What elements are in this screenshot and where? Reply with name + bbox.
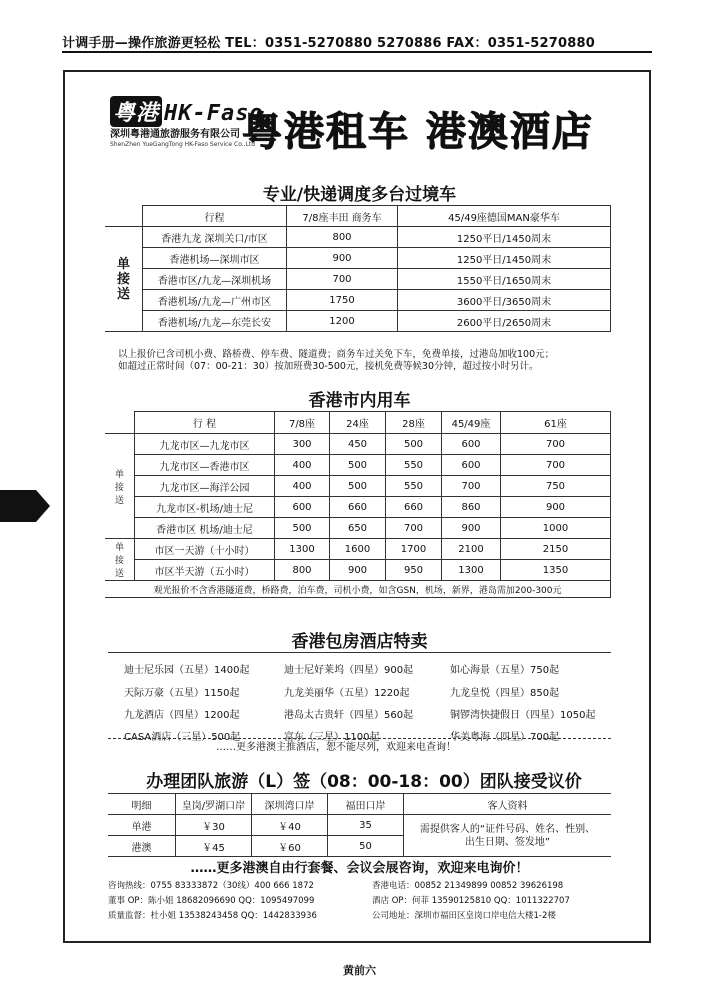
price-cell: 900 — [287, 248, 398, 269]
hotel-item: 富东（三星）1100起 — [284, 732, 380, 743]
route-cell: 香港市区/九龙—深圳机场 — [143, 269, 287, 290]
hotel-item: 九龙皇悦（四星）850起 — [450, 688, 560, 699]
price-cell: 1300 — [442, 560, 501, 581]
price-cell: 1700 — [386, 539, 442, 560]
price-cell: 900 — [442, 518, 501, 539]
price-cell: 800 — [275, 560, 330, 581]
page-title: 粤港租车 港澳酒店 — [242, 109, 594, 155]
contact-item: 香港电话：00852 21349899 00852 39626198 — [372, 881, 564, 891]
visa-table — [108, 793, 611, 857]
price-cell: 660 — [386, 497, 442, 518]
header-cell: 7/8座丰田 商务车 — [287, 206, 398, 227]
price-cell: 750 — [501, 476, 611, 497]
logo-company-en: ShenZhen YueGangTong HK-Faso Service Co.,Ltd — [110, 141, 256, 148]
price-cell: 500 — [330, 476, 386, 497]
contact-item: 公司地址：深圳市福田区皇岗口岸电信大楼1-2楼 — [372, 911, 556, 921]
visa-type-cell: 单港 — [108, 815, 176, 836]
price-cell: 500 — [330, 455, 386, 476]
price-cell: 600 — [275, 497, 330, 518]
group-label — [105, 434, 135, 539]
contact-item: 咨询热线：0755 83333872（30线）400 666 1872 — [108, 881, 314, 891]
table-row — [105, 497, 611, 518]
price-cell: 1300 — [275, 539, 330, 560]
route-cell: 香港九龙 深圳关口/市区 — [143, 227, 287, 248]
price-cell: 2600平日/2650周末 — [398, 311, 611, 332]
price-cell: 2100 — [442, 539, 501, 560]
price-cell: 2150 — [501, 539, 611, 560]
hotels-top-rule — [108, 652, 611, 653]
crossborder-title: 专业/快递调度多台过境车 — [262, 185, 457, 205]
visa-type-cell: 港澳 — [108, 836, 176, 857]
price-cell: 700 — [442, 476, 501, 497]
hotels-bottom-rule — [108, 738, 611, 739]
table-row — [105, 539, 611, 560]
table-row — [105, 227, 611, 248]
price-cell: 450 — [330, 434, 386, 455]
contact-item: 酒店 OP：何菲 13590125810 QQ：1011322707 — [372, 896, 570, 906]
side-label: 单接送 — [116, 256, 130, 302]
header-cell: 24座 — [330, 412, 386, 434]
table-row — [105, 581, 611, 598]
client-info-cell: 需提供客人的“证件号码、姓名、性别、出生日期、签发地” — [404, 815, 612, 857]
company-logo — [110, 96, 264, 156]
price-cell: 550 — [386, 476, 442, 497]
crossborder-note-1: 以上报价已含司机小费、路桥费、停车费、隧道费；商务车过关免下车，免费单接，过港岛加收100元； — [118, 349, 555, 360]
route-cell: 香港机场/九龙—广州市区 — [143, 290, 287, 311]
hotel-item: 迪士尼好莱坞（四星）900起 — [284, 665, 414, 676]
price-cell: 700 — [386, 518, 442, 539]
table-row — [105, 455, 611, 476]
hotel-item: CASA酒店（三星）500起 — [124, 732, 241, 743]
hotels-more: ……更多港澳主推酒店，恕不能尽列，欢迎来电查询！ — [216, 742, 456, 753]
price-cell: 660 — [330, 497, 386, 518]
price-cell: 700 — [501, 455, 611, 476]
price-cell: 35 — [328, 815, 404, 836]
side-label: 单接送 — [114, 469, 124, 506]
hotel-item: 如心海景（五星）750起 — [450, 665, 560, 676]
hotel-item: 港岛太古贵轩（四星）560起 — [284, 710, 414, 721]
price-cell: 500 — [275, 518, 330, 539]
top-bar-text: 计调手册—操作旅游更轻松 TEL：0351-5270880 5270886 FAX：0351-5270880 — [62, 36, 595, 51]
price-cell: 50 — [328, 836, 404, 857]
price-cell: ￥40 — [252, 815, 328, 836]
price-cell: 800 — [287, 227, 398, 248]
route-cell: 香港市区 机场/迪士尼 — [135, 518, 275, 539]
hotel-item: 天际万豪（五星）1150起 — [124, 688, 240, 699]
price-cell: 600 — [442, 434, 501, 455]
table-row — [105, 290, 611, 311]
group-label — [105, 539, 135, 581]
header-cell: 明细 — [108, 794, 176, 815]
hotel-item: 迪士尼乐园（五星）1400起 — [124, 665, 250, 676]
hk-inner-title: 香港市内用车 — [308, 391, 411, 411]
logo-mark: 粤港 — [110, 96, 162, 127]
price-cell: 900 — [501, 497, 611, 518]
side-tab-arrow — [0, 490, 36, 522]
header-cell: 客人资料 — [404, 794, 612, 815]
price-cell: 300 — [275, 434, 330, 455]
crossborder-table — [105, 205, 611, 332]
hk-inner-table — [105, 411, 611, 598]
route-cell: 市区一天游（十小时） — [135, 539, 275, 560]
table-header-row — [108, 794, 611, 815]
table-row — [105, 518, 611, 539]
contact-item: 质量监督：杜小姐 13538243458 QQ：1442833936 — [108, 911, 317, 921]
price-cell: 950 — [386, 560, 442, 581]
group-label — [105, 227, 143, 332]
top-bar-rule — [62, 51, 652, 53]
page-footer: 黄前六 — [343, 964, 376, 977]
crossborder-note-2: 如超过正常时间（07：00-21：30）按加班费30-500元，接机免费等候30分钟，超过按小时另计。 — [118, 361, 539, 372]
header-cell: 行程 — [143, 206, 287, 227]
route-cell: 九龙市区-机场/迪士尼 — [135, 497, 275, 518]
price-cell: 1750 — [287, 290, 398, 311]
hotel-item: 九龙美丽华（五星）1220起 — [284, 688, 410, 699]
route-cell: 九龙市区—香港市区 — [135, 455, 275, 476]
price-cell: 1000 — [501, 518, 611, 539]
price-cell: 500 — [386, 434, 442, 455]
price-cell: 1200 — [287, 311, 398, 332]
price-cell: 600 — [442, 455, 501, 476]
corner-cell — [105, 412, 135, 434]
table-row — [105, 476, 611, 497]
route-cell: 香港机场/九龙—东莞长安 — [143, 311, 287, 332]
price-cell: 700 — [287, 269, 398, 290]
price-cell: 700 — [501, 434, 611, 455]
contact-headline: ……更多港澳自由行套餐、会议会展咨询，欢迎来电询价！ — [190, 861, 529, 876]
logo-company-cn: 深圳粤港通旅游服务有限公司 — [110, 129, 240, 140]
route-cell: 九龙市区—海洋公园 — [135, 476, 275, 497]
table-row — [105, 560, 611, 581]
visa-title: 办理团队旅游（L）签（08：00-18：00）团队接受议价 — [146, 772, 582, 792]
price-cell: 1250平日/1450周末 — [398, 248, 611, 269]
route-cell: 九龙市区—九龙市区 — [135, 434, 275, 455]
price-cell: 650 — [330, 518, 386, 539]
price-cell: 1550平日/1650周末 — [398, 269, 611, 290]
price-cell: 550 — [386, 455, 442, 476]
table-row — [108, 815, 611, 836]
header-cell: 28座 — [386, 412, 442, 434]
price-cell: ￥30 — [176, 815, 252, 836]
logo-mark-group — [110, 96, 264, 126]
hotel-item: 九龙酒店（四星）1200起 — [124, 710, 240, 721]
header-cell: 7/8座 — [275, 412, 330, 434]
header-cell: 45/49座 — [442, 412, 501, 434]
price-cell: 3600平日/3650周末 — [398, 290, 611, 311]
route-cell: 市区半天游（五小时） — [135, 560, 275, 581]
price-cell: 400 — [275, 476, 330, 497]
side-label: 单接送 — [114, 543, 124, 579]
header-cell: 行 程 — [135, 412, 275, 434]
price-cell: 900 — [330, 560, 386, 581]
hk-inner-note: 观光报价不含香港隧道费，桥路费，泊车费，司机小费，如含GSN，机场，新界，港岛需加200-300元 — [105, 581, 611, 598]
page-header — [110, 96, 610, 156]
hotels-title: 香港包房酒店特卖 — [291, 632, 428, 652]
table-row — [105, 248, 611, 269]
price-cell: 400 — [275, 455, 330, 476]
route-cell: 香港机场—深圳市区 — [143, 248, 287, 269]
header-cell: 45/49座德国MAN豪华车 — [398, 206, 611, 227]
table-header-row — [105, 206, 611, 227]
header-cell: 皇岗/罗湖口岸 — [176, 794, 252, 815]
table-row — [105, 434, 611, 455]
price-cell: 1350 — [501, 560, 611, 581]
table-row — [105, 311, 611, 332]
price-cell: 860 — [442, 497, 501, 518]
corner-cell — [105, 206, 143, 227]
logo-text: HK-Faso — [164, 101, 264, 126]
top-bar — [62, 32, 652, 54]
table-row — [105, 269, 611, 290]
hotel-item: 华美粤海（四星）700起 — [450, 732, 560, 743]
header-cell: 61座 — [501, 412, 611, 434]
price-cell: 1250平日/1450周末 — [398, 227, 611, 248]
table-header-row — [105, 412, 611, 434]
hotel-item: 铜锣湾快捷假日（四星）1050起 — [450, 710, 596, 721]
contact-item: 董事 OP：陈小姐 18682096690 QQ：1095497099 — [108, 896, 315, 906]
price-cell: 1600 — [330, 539, 386, 560]
header-cell: 福田口岸 — [328, 794, 404, 815]
price-cell: ￥45 — [176, 836, 252, 857]
price-cell: ￥60 — [252, 836, 328, 857]
header-cell: 深圳湾口岸 — [252, 794, 328, 815]
